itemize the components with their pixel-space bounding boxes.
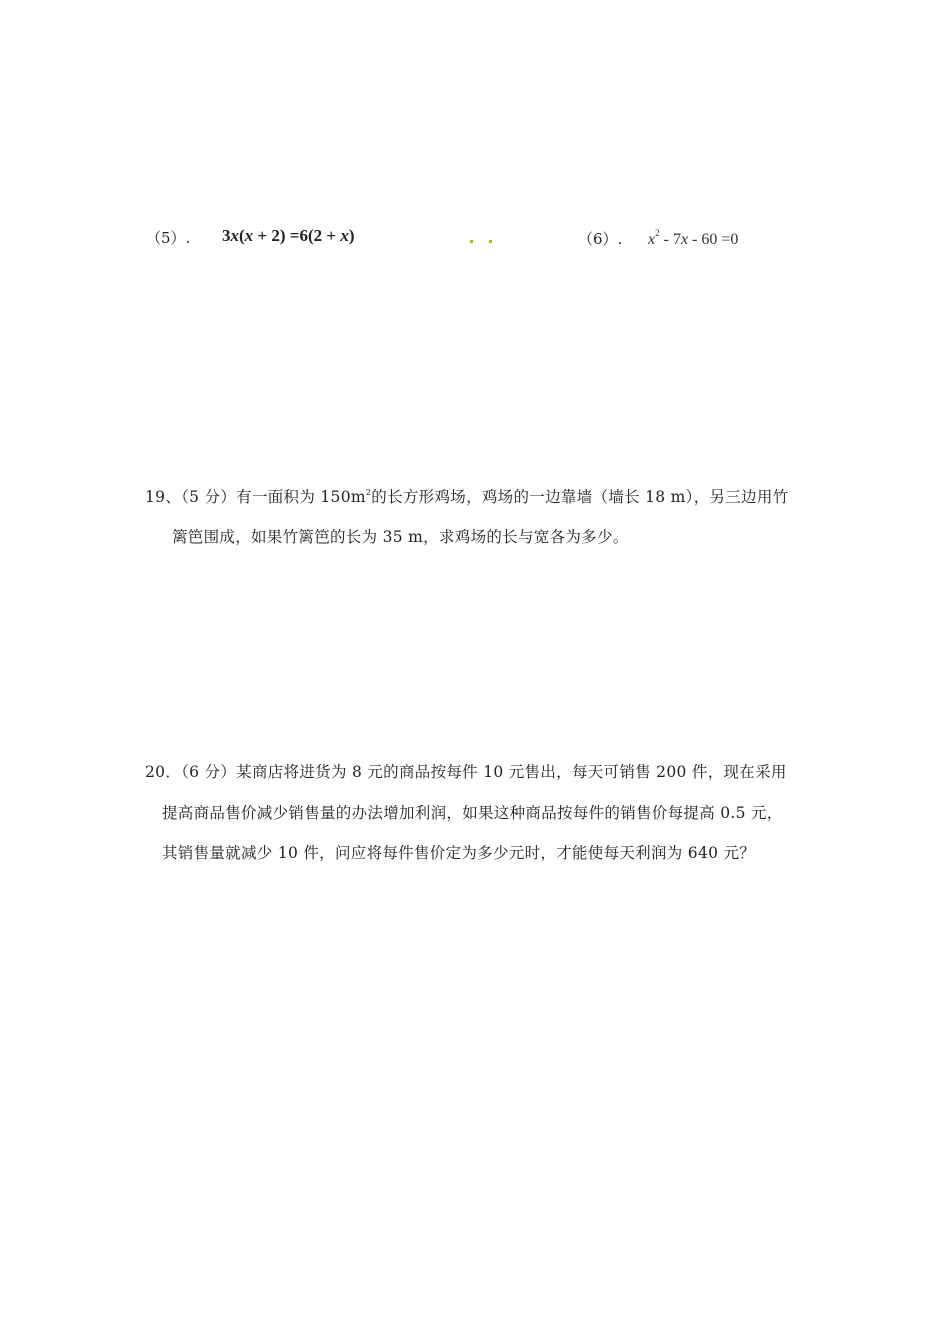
question-20-line-2: 提高商品售价减少销售量的办法增加利润，如果这种商品按每件的销售价每提高 0.5 元，	[162, 804, 783, 822]
decorative-dot	[489, 240, 492, 243]
question-19-line-1: 19、（5 分）有一面积为 $150m^2$的长方形鸡场，鸡场的一边靠墙（墙长 18 m），另三边用竹	[145, 488, 789, 506]
question-19-line-2: 篱笆围成，如果竹篱笆的长为 35 m，求鸡场的长与宽各为多少。	[172, 528, 629, 546]
decorative-dot	[470, 240, 473, 243]
problem-6-label: （6）.	[578, 230, 623, 248]
question-20-line-3: 其销售量就减少 10 件，问应将每件售价定为多少元时，才能使每天利润为 640 元？	[162, 844, 756, 862]
problem-5-label: （5）.	[146, 229, 191, 247]
problem-5-equation: 3x(x + 2) =6(2 + x)	[222, 226, 355, 245]
problem-6-equation: $x^2 - 7x - 60 =0$	[648, 228, 739, 248]
question-20-line-1: 20．（6 分）某商店将进货为 8 元的商品按每件 10 元售出，每天可销售 200 件，现在采用	[145, 763, 787, 781]
